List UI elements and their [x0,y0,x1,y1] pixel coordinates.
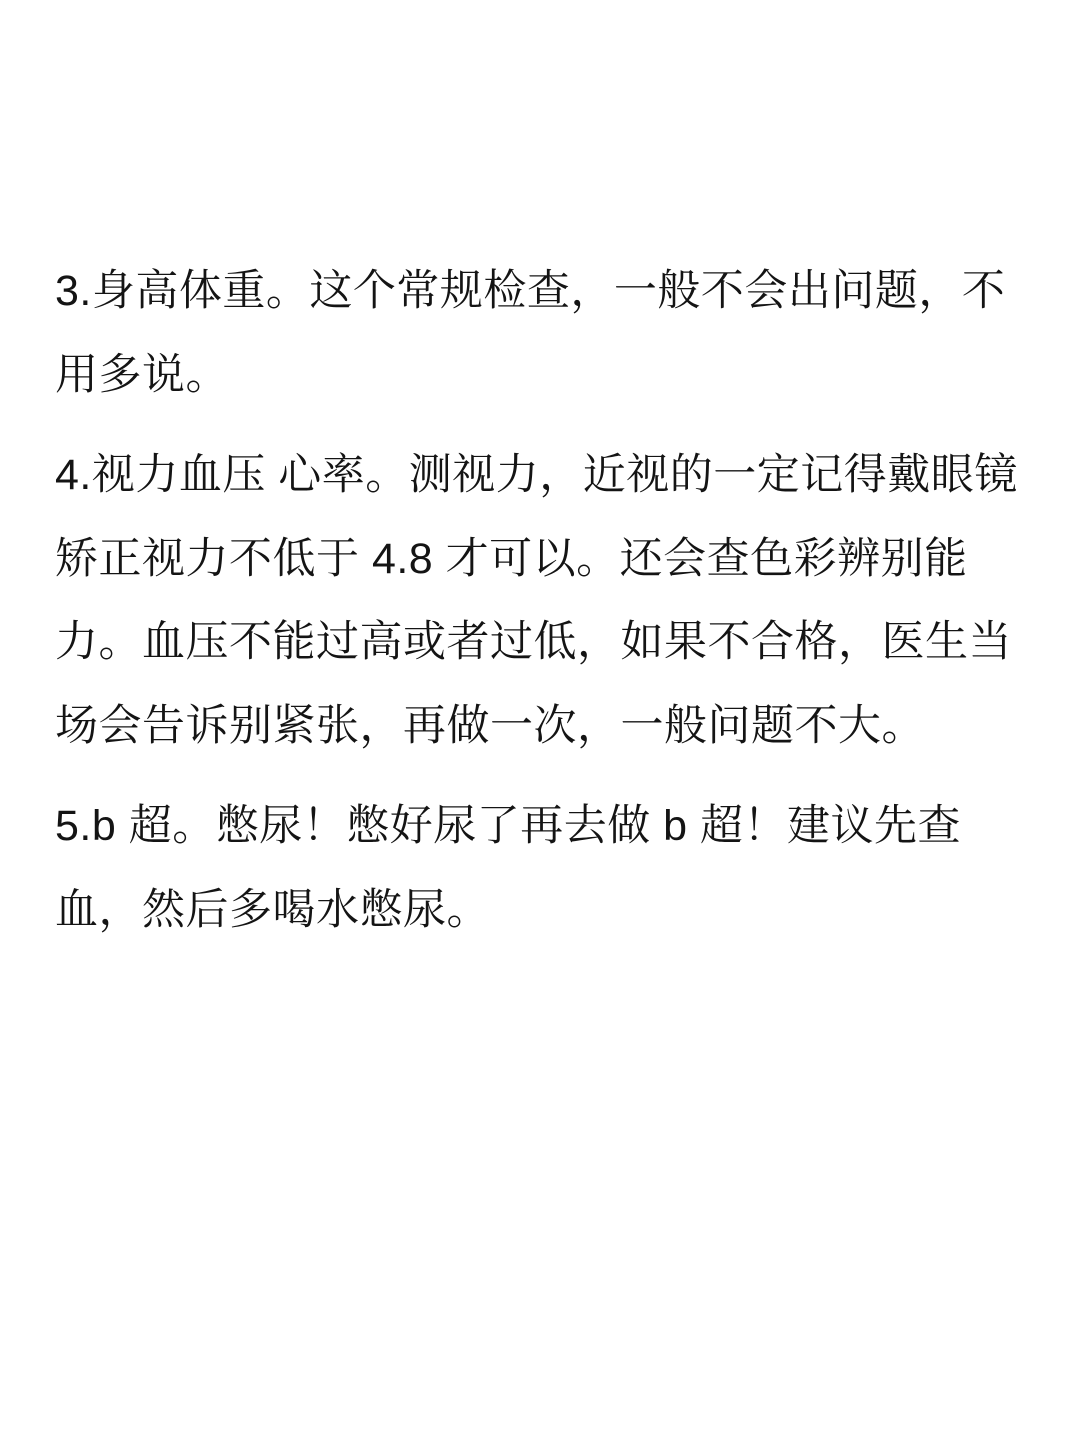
paragraph-item-4: 4.视力血压 心率。测视力，近视的一定记得戴眼镜矫正视力不低于 4.8 才可以。还会查色彩辨别能力。血压不能过高或者过低，如果不合格，医生当场会告诉别紧张，再做一次，一般问题不大。 [55,450,1018,751]
paragraph-item-5: 5.b 超。憋尿！憋好尿了再去做 b 超！建议先查血，然后多喝水憋尿。 [55,802,962,934]
paragraph-item-3: 3.身高体重。这个常规检查，一般不会出问题，不用多说。 [55,267,1006,399]
